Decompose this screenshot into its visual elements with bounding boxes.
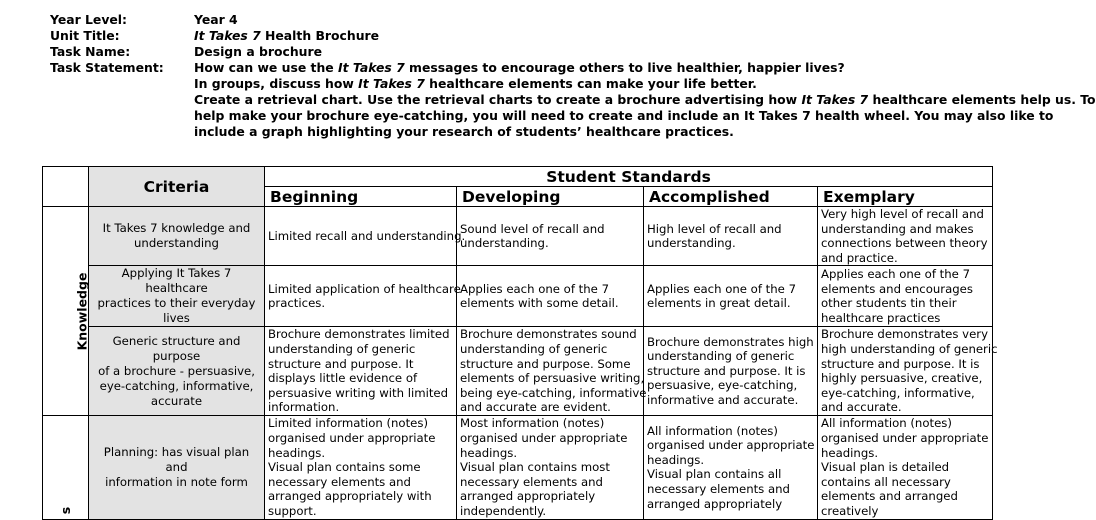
rubric-row: [43, 207, 993, 266]
cell-line: support.: [268, 503, 317, 518]
cell-line: Visual plan contains most: [460, 460, 610, 475]
cell-line: Sound level of recall and: [460, 221, 605, 236]
cell-line: Very high level of recall and: [821, 207, 984, 221]
cell-line: accurate: [150, 393, 203, 408]
standard-cell: [818, 415, 993, 519]
section-knowledge: [43, 207, 89, 416]
unit-title-label: Unit Title:: [50, 28, 120, 43]
task-statement-label: Task Statement:: [50, 60, 164, 75]
cell-line: High level of recall and: [647, 221, 782, 236]
cell-line: organised under appropriate: [460, 430, 628, 445]
cell-line: practices.: [268, 296, 326, 311]
statement-line-5: include a graph highlighting your research of students’ healthcare practices.: [194, 124, 734, 139]
task-name-value: Design a brochure: [194, 44, 322, 59]
criteria-cell: [89, 327, 265, 416]
cell-line: other students tin their: [821, 296, 957, 311]
cell-line: Applies each one of the 7: [647, 281, 796, 296]
cell-line: headings.: [268, 445, 326, 460]
cell-line: Limited recall and understanding.: [268, 228, 466, 243]
section-knowledge-label: Knowledge: [74, 273, 90, 351]
cell-line: and accurate are evident.: [460, 400, 611, 415]
standard-cell: [457, 266, 644, 327]
cell-line: elements and encourages: [821, 281, 973, 296]
cell-line: Applies each one of the 7: [460, 281, 609, 296]
cell-line: elements and arranged: [821, 489, 958, 504]
standard-cell: [457, 327, 647, 416]
cell-line: elements of persuasive writing,: [460, 371, 645, 386]
section-skills: [43, 415, 89, 519]
cell-line: structure and purpose. Some: [460, 356, 631, 371]
cell-line: healthcare practices: [821, 310, 941, 325]
side-header-blank: [43, 167, 89, 207]
cell-line: understanding.: [460, 236, 549, 251]
cell-line: information.: [268, 400, 340, 415]
cell-line: Generic structure and purpose: [112, 333, 241, 363]
section-skills-label: s: [57, 506, 73, 515]
cell-line: eye-catching, informative,: [99, 378, 254, 393]
cell-line: arranged appropriately: [647, 496, 783, 511]
level-accomplished: Accomplished: [644, 187, 818, 207]
cell-line: information in note form: [105, 474, 248, 489]
cell-line: Visual plan is detailed: [821, 460, 950, 475]
cell-line: understanding: [134, 236, 219, 251]
standard-cell: [265, 415, 457, 519]
cell-line: structure and purpose. It is: [647, 363, 806, 378]
criteria-header: Criteria: [89, 167, 265, 207]
cell-line: headings.: [460, 445, 518, 460]
cell-line: necessary elements and: [460, 474, 603, 489]
standard-cell: [457, 415, 644, 519]
cell-line: connections between theory: [821, 236, 988, 251]
cell-line: persuasive, eye-catching,: [647, 378, 798, 393]
cell-line: creatively: [821, 503, 879, 518]
standard-cell: [265, 327, 457, 416]
cell-line: Applying It Takes 7 healthcare: [121, 266, 232, 296]
cell-line: Brochure demonstrates high: [647, 334, 814, 349]
student-standards-header: Student Standards: [265, 167, 993, 187]
cell-line: arranged appropriately: [460, 489, 596, 504]
cell-line: Most information (notes): [460, 416, 605, 431]
unit-title-row: [50, 28, 1060, 44]
cell-line: Applies each one of the 7: [821, 267, 970, 282]
cell-line: persuasive writing with limited: [268, 385, 449, 400]
standard-cell: [644, 327, 818, 416]
rubric-table: [42, 166, 998, 520]
statement-line-2: In groups, discuss how It Takes 7 healthcare elements can make your life better.: [194, 76, 757, 91]
cell-line: necessary elements and: [647, 482, 790, 497]
cell-line: understanding of generic: [460, 341, 608, 356]
cell-line: headings.: [821, 445, 879, 460]
cell-line: All information (notes): [821, 416, 952, 431]
cell-line: of a brochure - persuasive,: [98, 363, 255, 378]
cell-line: high understanding of generic: [821, 341, 998, 356]
task-name-row: [50, 44, 1060, 60]
cell-line: elements with some detail.: [460, 296, 619, 311]
rubric-row: [43, 415, 993, 519]
level-beginning: Beginning: [265, 187, 457, 207]
rubric-row: [43, 327, 993, 416]
standard-cell: [457, 207, 644, 266]
cell-line: Limited application of healthcare: [268, 281, 461, 296]
cell-line: It Takes 7 knowledge and: [102, 221, 251, 236]
cell-line: being eye-catching, informative: [460, 385, 647, 400]
task-statement-text: [194, 60, 1096, 140]
cell-line: Limited information (notes): [268, 416, 429, 431]
cell-line: Brochure demonstrates limited: [268, 327, 450, 342]
standard-cell: [265, 207, 466, 266]
cell-line: contains all necessary: [821, 474, 951, 489]
standard-cell: [644, 415, 818, 519]
level-developing: Developing: [457, 187, 644, 207]
cell-line: displays little evidence of: [268, 371, 418, 386]
rubric-header-row: [43, 167, 993, 187]
task-statement-row: [50, 60, 1096, 140]
cell-line: lives: [163, 311, 190, 326]
rubric-row: [43, 266, 993, 327]
unit-title-value: [194, 28, 1060, 44]
task-name-label: Task Name:: [50, 44, 131, 59]
cell-line: and practice.: [821, 250, 898, 265]
standard-cell: [644, 207, 818, 266]
cell-line: independently.: [460, 503, 547, 518]
standard-cell: [818, 266, 993, 327]
standard-cell: [818, 207, 993, 266]
year-level-value: Year 4: [194, 12, 238, 27]
cell-line: understanding and makes: [821, 221, 974, 236]
cell-line: Visual plan contains all: [647, 467, 782, 482]
cell-line: informative and accurate.: [647, 393, 799, 408]
cell-line: necessary elements and: [268, 474, 411, 489]
criteria-cell: [89, 415, 265, 519]
unit-title-rest: Health Brochure: [260, 28, 380, 43]
cell-line: Planning: has visual plan and: [103, 444, 250, 474]
standard-cell: [644, 266, 818, 327]
cell-line: organised under appropriate: [268, 430, 436, 445]
cell-line: eye-catching, informative,: [821, 385, 975, 400]
cell-line: All information (notes): [647, 423, 778, 438]
cell-line: and accurate.: [821, 400, 902, 415]
statement-line-3: Create a retrieval chart. Use the retrieval charts to create a brochure advertising how It Takes 7 healthcare elements help us. To: [194, 92, 1096, 107]
statement-line-1: How can we use the It Takes 7 messages to encourage others to live healthier, happier lives?: [194, 60, 845, 75]
cell-line: structure and purpose. It: [268, 356, 414, 371]
cell-line: structure and purpose. It is: [821, 356, 980, 371]
cell-line: organised under appropriate: [821, 430, 989, 445]
level-exemplary: Exemplary: [818, 187, 993, 207]
cell-line: practices to their everyday: [97, 296, 256, 311]
cell-line: Brochure demonstrates very: [821, 327, 989, 342]
cell-line: organised under appropriate: [647, 438, 815, 453]
year-level-row: [50, 12, 1060, 28]
cell-line: understanding.: [647, 236, 736, 251]
year-level-label: Year Level:: [50, 12, 128, 27]
cell-line: headings.: [647, 452, 705, 467]
cell-line: Brochure demonstrates sound: [460, 327, 637, 342]
cell-line: elements in great detail.: [647, 296, 791, 311]
standard-cell: [265, 266, 461, 327]
task-header: [50, 12, 1096, 140]
unit-title-italic: It Takes 7: [194, 28, 261, 43]
cell-line: understanding of generic: [647, 349, 795, 364]
statement-line-4: help make your brochure eye-catching, you will need to create and include an It Takes 7 health wheel. You may also like to: [194, 108, 1054, 123]
criteria-cell: [89, 266, 265, 327]
criteria-cell: [89, 207, 265, 266]
cell-line: Visual plan contains some: [268, 460, 421, 475]
cell-line: highly persuasive, creative,: [821, 371, 983, 386]
cell-line: arranged appropriately with: [268, 489, 432, 504]
standard-cell: [818, 327, 998, 416]
cell-line: understanding of generic: [268, 341, 416, 356]
